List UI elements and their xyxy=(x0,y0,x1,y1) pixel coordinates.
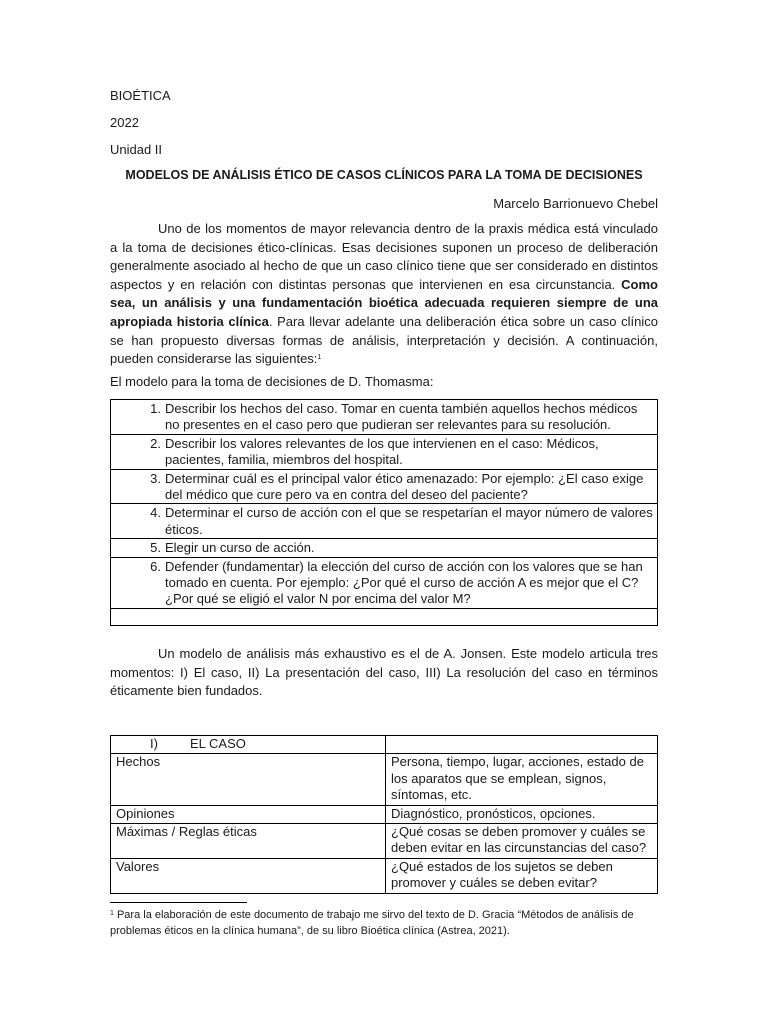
footnote-reference: 1 xyxy=(317,354,322,362)
item-number: 6. xyxy=(150,558,161,574)
row-value: ¿Qué estados de los sujetos se deben promover y cuáles se deben evitar? xyxy=(386,858,658,893)
subject-label: BIOÉTICA xyxy=(110,88,171,103)
row-value: ¿Qué cosas se deben promover y cuáles se deben evitar en las circunstancias del caso? xyxy=(386,824,658,859)
row-value: Diagnóstico, pronósticos, opciones. xyxy=(386,805,658,823)
table-row xyxy=(111,469,658,504)
item-text: Determinar cuál es el principal valor ético amenazado: Por ejemplo: ¿El caso exige del médico que cure pero va en contra del deseo del paciente? xyxy=(165,470,644,503)
thomasma-heading: El modelo para la toma de decisiones de D. Thomasma: xyxy=(110,374,434,389)
jonsen-paragraph xyxy=(110,645,658,701)
item-text: Describir los hechos del caso. Tomar en cuenta también aquellos hechos médicos no presentes en el caso pero que pudieran ser relevantes para su resolución. xyxy=(165,401,638,433)
jonsen-text: Un modelo de análisis más exhaustivo es el de A. Jonsen. Este modelo articula tres momentos: I) El caso, II) La presentación del caso, III) La resolución del caso en términos éticamente bien fundados. xyxy=(110,646,658,699)
intro-text-2: . Para llevar adelante una deliberación ética sobre un caso clínico se han propuesto diversas formas de análisis, interpretación y decisión. A continuación, pueden considerarse las siguientes: xyxy=(110,313,658,367)
footnote-divider xyxy=(110,902,247,903)
unit-label: Unidad II xyxy=(110,142,163,157)
thomasma-model-table xyxy=(110,399,658,626)
table-row xyxy=(111,434,658,469)
case-header-label: EL CASO xyxy=(190,736,246,751)
table-row xyxy=(111,539,658,557)
item-number: 5. xyxy=(150,540,161,556)
case-table xyxy=(110,735,658,894)
item-number: 2. xyxy=(150,435,161,451)
item-number: 1. xyxy=(150,401,161,416)
table-header-row xyxy=(111,736,658,754)
row-value: Persona, tiempo, lugar, acciones, estado de los aparatos que se emplean, signos, síntomas, etc. xyxy=(386,754,658,805)
intro-bold-text: Como sea, un análisis y una fundamentación bioética adecuada requieren siempre de una apropiada historia clínica xyxy=(110,276,658,329)
case-header-number: I) xyxy=(150,736,158,751)
item-number: 4. xyxy=(150,505,161,521)
footnote-text: Para la elaboración de este documento de trabajo me sirvo del texto de D. Gracia “Métodos de análisis de problemas éticos en la clínica humana”, de su libro Bioética clínica (Astrea, 2021). xyxy=(110,909,634,937)
row-label: Hechos xyxy=(111,754,386,805)
intro-text-1: Uno de los momentos de mayor relevancia dentro de la praxis médica está vinculado a la toma de decisiones ético-clínicas. Esas decisiones suponen un proceso de deliberación generalmente asociado al hecho de que un caso clínico tiene que ser considerado en distintos aspectos y en relación con distintas personas que intervienen en esa circunstancia. xyxy=(110,221,658,292)
intro-paragraph xyxy=(110,220,658,369)
table-row xyxy=(111,824,658,859)
year-label: 2022 xyxy=(110,115,139,130)
row-label: Valores xyxy=(111,858,386,893)
author-name: Marcelo Barrionuevo Chebel xyxy=(493,196,658,211)
table-row xyxy=(111,557,658,608)
row-label: Máximas / Reglas éticas xyxy=(111,824,386,859)
item-text: Describir los valores relevantes de los que intervienen en el caso: Médicos, pacientes, familia, miembros del hospital. xyxy=(165,435,599,468)
item-number: 3. xyxy=(150,470,161,486)
table-row xyxy=(111,858,658,893)
footnote-mark: 1 xyxy=(110,910,114,917)
document-title: MODELOS DE ANÁLISIS ÉTICO DE CASOS CLÍNICOS PARA LA TOMA DE DECISIONES xyxy=(125,168,643,182)
footnote xyxy=(110,907,658,939)
item-text: Defender (fundamentar) la elección del curso de acción con los valores que se han tomado en cuenta. Por ejemplo: ¿Por qué el curso de acción A es mejor que el C? ¿Por qué se eligió el valor N por encima del valor M? xyxy=(165,558,643,607)
table-row-empty xyxy=(111,608,658,625)
table-row xyxy=(111,400,658,435)
table-row xyxy=(111,754,658,805)
table-row xyxy=(111,504,658,539)
item-text: Elegir un curso de acción. xyxy=(165,540,315,556)
item-text: Determinar el curso de acción con el que se respetarían el mayor número de valores éticos. xyxy=(165,505,653,537)
row-label: Opiniones xyxy=(111,805,386,823)
table-row xyxy=(111,805,658,823)
